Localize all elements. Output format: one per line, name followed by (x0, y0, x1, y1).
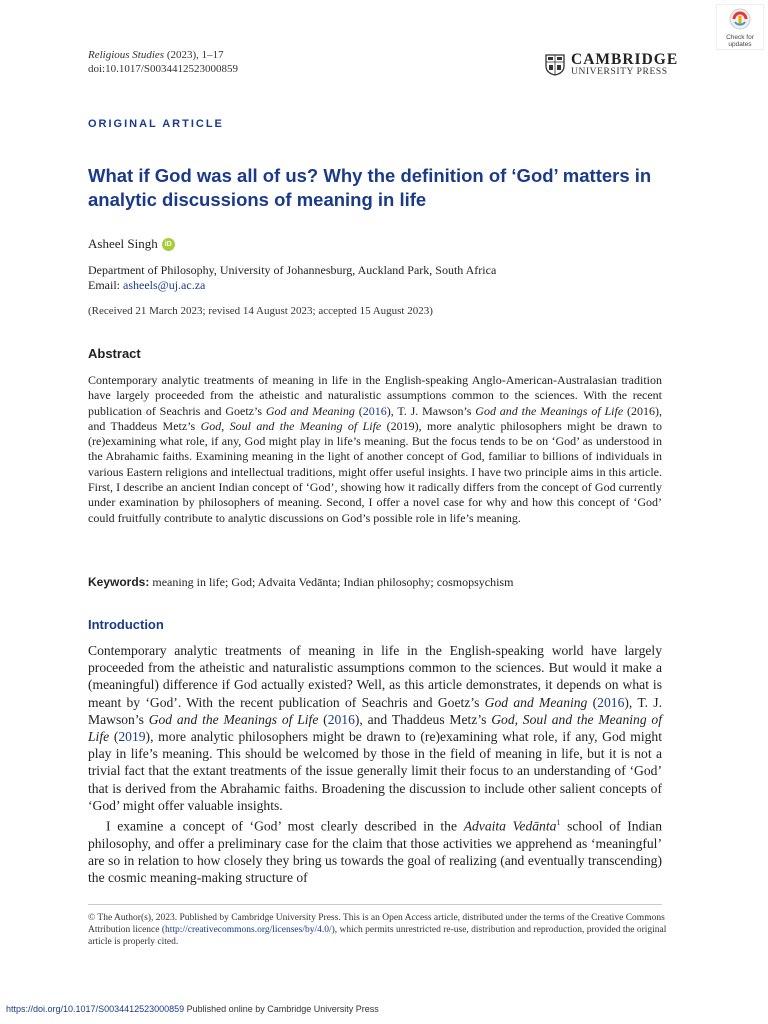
copyright-notice (88, 912, 668, 948)
citation-link[interactable]: 2019 (118, 729, 146, 745)
author-email-link[interactable]: asheels@uj.ac.za (123, 278, 206, 292)
abstract-part: ), T. J. Mawson’s (386, 403, 476, 418)
citation-link[interactable]: 2016 (597, 694, 625, 710)
intro-book-title: God and the Meanings of Life (148, 711, 319, 727)
intro-book-title: God, Soul and the Meaning of Life (88, 711, 663, 745)
journal-info (88, 48, 238, 76)
keywords-list: meaning in life; God; Advaita Vedānta; Indian philosophy; cosmopsychism (152, 575, 514, 589)
copyright-text: © The Author(s), 2023. Published by Cambridge University Press. This is an Open Access article, distributed under the terms of the Creative Commons Attribution licence ( (88, 913, 665, 935)
intro-book-title: God and Meaning (484, 694, 588, 710)
citation-link[interactable]: 2016 (327, 711, 355, 727)
affiliation: Department of Philosophy, University of Johannesburg, Auckland Park, South Africa (88, 263, 497, 277)
publisher-name: CAMBRIDGE (571, 51, 679, 68)
abstract-part: (2019), more analytic philosophers might be drawn to (re)examining what role, if any, God might play in life’s meaning. But the focus tends to be on ‘God’ as understood in the Abrahamic faiths. Examining meaning in the light of another concept of God, familiar to billions of individuals in various Eastern religions and intellectual traditions, might offer useful insights. I have two principle aims in this article. First, I describe an ancient Indian concept of ‘God’, showing how it radically differs from the concept of God currently under examination by philosophers of meaning. Second, I offer a novel case for why and how this concept of ‘God’ could fruitfully contribute to analytic discussions on God’s possible role in life’s meaning. (88, 418, 662, 525)
intro-text: ), T. J. Mawson’s (88, 694, 662, 727)
license-link[interactable]: http://creativecommons.org/licenses/by/4.0/ (165, 925, 332, 935)
intro-text: ), and Thaddeus Metz’s (354, 711, 492, 727)
intro-text: I examine a concept of ‘God’ most clearly described in the (106, 818, 464, 834)
footer-text: Published online by Cambridge University Press (184, 1004, 379, 1014)
keywords-label: Keywords: (88, 575, 150, 589)
article-type: ORIGINAL ARTICLE (88, 118, 224, 130)
affiliation-block (88, 263, 496, 293)
footnote-link[interactable]: 1 (556, 818, 561, 828)
publisher-subname: UNIVERSITY PRESS (571, 67, 668, 77)
orcid-icon[interactable]: iD (162, 238, 175, 251)
author-line (88, 236, 175, 252)
author-name[interactable]: Asheel Singh (88, 236, 158, 251)
journal-name: Religious Studies (88, 49, 165, 61)
abstract-heading: Abstract (88, 346, 141, 361)
abstract-part: Contemporary analytic treatments of meaning in life in the English-speaking Anglo-American-Australasian tradition have largely proceeded from the atheistic and naturalistic assumptions common to the sciences. With the recent publication of Seachris and Goetz’s (88, 373, 662, 418)
intro-text: school of Indian philosophy, and offer a preliminary case for the claim that those activities we apprehend as ‘meaningful’ are so in relation to how closely they bring us towards the goal of realizing (and eventually transcending) the cosmic meaning-making structure of (88, 818, 662, 886)
email-label: Email: (88, 278, 120, 292)
badge-line1: Check for (726, 34, 754, 41)
citation-link[interactable]: 2016 (362, 403, 387, 418)
intro-paragraph-2 (88, 814, 662, 886)
journal-year-pages: (2023), 1–17 (166, 49, 224, 61)
journal-doi[interactable]: doi:10.1017/S0034412523000859 (88, 63, 239, 75)
article-dates: (Received 21 March 2023; revised 14 August 2023; accepted 15 August 2023) (88, 305, 433, 317)
update-crossmark-icon (729, 8, 751, 30)
abstract-text: Contemporary analytic treatments of meaning in life in the English-speaking Anglo-American-Australasian tradition have largely proceeded from the atheistic and naturalistic assumptions common to the sciences. With the recent publication of Seachris and Goetz’s God and Meaning (2016), T. J. Mawson’s God and the Meanings of Life (2016), and Thaddeus Metz’s God, Soul and the Meaning of Life (2019), more analytic philosophers might be drawn to (re)examining what role, if any, God might play in life’s meaning. But the focus tends to be on ‘God’ as understood in the Abrahamic faiths. Examining meaning in the light of another concept of God, familiar to billions of individuals in various Eastern religions and intellectual traditions, might offer useful insights. I have two principle aims in this article. First, I describe an ancient Indian concept of ‘God’, showing how it radically differs from the concept of God currently under examination by philosophers of meaning. Second, I offer a novel case for why and how this concept of ‘God’ could fruitfully contribute to analytic discussions on God’s possible role in life’s meaning. (88, 373, 663, 525)
footnote-divider (88, 904, 662, 905)
abstract-part: (2016), and Thaddeus Metz’s (88, 403, 663, 433)
keywords (88, 575, 513, 590)
page-footer (6, 1004, 379, 1014)
footer-doi-link[interactable]: https://doi.org/10.1017/S0034412523000859 (6, 1004, 185, 1014)
article-title: What if God was all of us? Why the definition of ‘God’ matters in analytic discussions of meaning in life (88, 165, 652, 210)
intro-school-name: Advaita Vedānta (463, 818, 557, 834)
cambridge-crest-icon (545, 54, 565, 76)
copyright-text: ), which permits unrestricted re-use, distribution and reproduction, provided the original article is properly cited. (88, 925, 667, 947)
abstract-book-title: God and Meaning (265, 403, 355, 418)
introduction-heading: Introduction (88, 617, 164, 632)
abstract-book-title: God, Soul and the Meaning of Life (200, 418, 382, 433)
introduction-body (88, 642, 662, 886)
badge-line2: updates (728, 41, 752, 48)
abstract-book-title: God and the Meanings of Life (475, 403, 624, 418)
check-for-updates-badge[interactable] (716, 4, 764, 50)
cambridge-logo (545, 52, 678, 78)
intro-paragraph-1: Contemporary analytic treatments of meaning in life in the English-speaking world have largely proceeded from the atheistic and naturalistic assumptions common to the sciences. But would it make a (meaningful) difference if God actually existed? Well, as this article demonstrates, it depends on what is meant by ‘God’. With the recent publication of Seachris and Goetz’s God and Meaning (2016), T. J. Mawson’s God and the Meanings of Life (2016), and Thaddeus Metz’s God, Soul and the Meaning of Life (2019), more analytic philosophers might be drawn to (re)examining what role, if any, God might play in life’s meaning. This should be welcomed by those in the field of meaning in life, but it is not a trivial fact that the extant treatments of the issue generally limit their focus to an understanding of ‘God’ that is derived from the Abrahamic faiths. Broadening the discussion to include other salient concepts of ‘God’ might offer valuable insights. (88, 643, 663, 813)
intro-text: Contemporary analytic treatments of meaning in life in the English-speaking world have largely proceeded from the atheistic and naturalistic assumptions common to the sciences. But would it make a (meaningful) difference if God actually existed? Well, as this article demonstrates, it depends on what is meant by ‘God’. With the recent publication of Seachris and Goetz’s (88, 643, 662, 710)
intro-text: ), more analytic philosophers might be drawn to (re)examining what role, if any, God might play in life’s meaning. This should be welcomed by those in the field of meaning in life, but it is not a trivial fact that the extant treatments of the issue generally limit their focus to an understanding of ‘God’ that is derived from the Abrahamic faiths. Broadening the discussion to include other salient concepts of ‘God’ might offer valuable insights. (88, 729, 662, 813)
